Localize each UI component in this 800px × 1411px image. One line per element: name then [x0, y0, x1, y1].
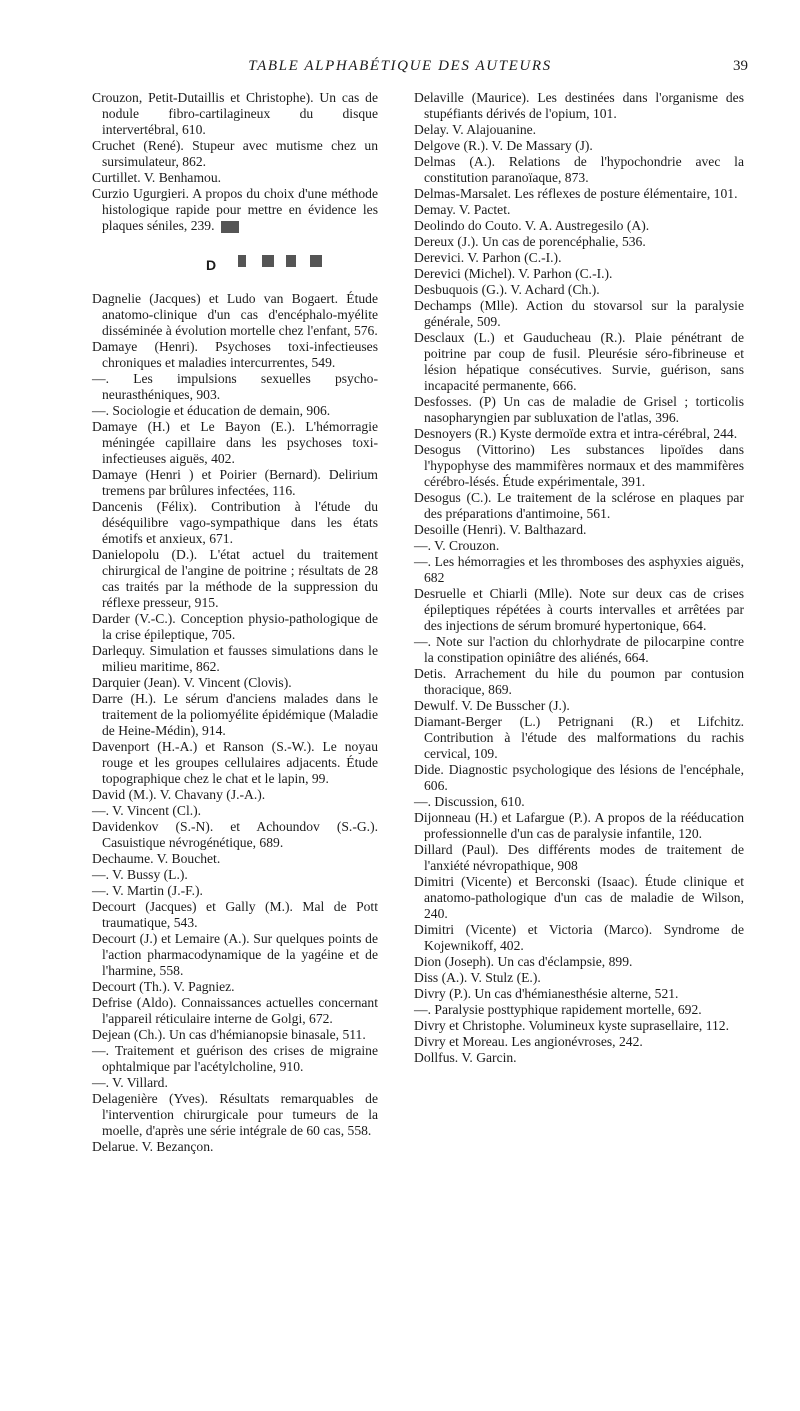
index-entry: Derevici. V. Parhon (C.-I.). — [414, 250, 562, 265]
page-number: 39 — [733, 58, 748, 74]
index-entry: —. Les hémorragies et les thromboses des asphyxies aiguës, 682 — [414, 554, 744, 585]
index-entry: Davenport (H.-A.) et Ranson (S.-W.). Le noyau rouge et les groupes cellulaires adjacents. Étude topographique chez le chat et le lapin, 99. — [92, 739, 378, 786]
index-entry: Decourt (Jacques) et Gally (M.). Mal de Pott traumatique, 543. — [92, 899, 378, 930]
index-entry: Dechaume. V. Bouchet. — [92, 851, 221, 866]
index-entry: Divry et Moreau. Les angionévroses, 242. — [414, 1034, 643, 1049]
index-entry: —. V. Bussy (L.). — [92, 867, 188, 882]
index-entry: Dejean (Ch.). Un cas d'hémianopsie binasale, 511. — [92, 1027, 366, 1042]
index-entry: Derevici (Michel). V. Parhon (C.-I.). — [414, 266, 613, 281]
section-letter: D — [206, 257, 217, 273]
index-entry: Deolindo do Couto. V. A. Austregesilo (A). — [414, 218, 650, 233]
index-entry: —. Traitement et guérison des crises de migraine ophtalmique par l'acétylcholine, 910. — [92, 1043, 378, 1074]
index-entry: —. Note sur l'action du chlorhydrate de pilocarpine contre la constipation opiniâtre des aliénés, 664. — [414, 634, 744, 665]
index-entry: Delarue. V. Bezançon. — [92, 1139, 214, 1154]
index-entry: —. Paralysie posttyphique rapidement mortelle, 692. — [414, 1002, 702, 1017]
index-entry: Damaye (Henri ) et Poirier (Bernard). Delirium tremens par brûlures infectées, 116. — [92, 467, 378, 498]
index-entry: Dollfus. V. Garcin. — [414, 1050, 517, 1065]
index-entry: —. V. Vincent (Cl.). — [92, 803, 202, 818]
index-entry: Desoille (Henri). V. Balthazard. — [414, 522, 587, 537]
index-entry: Delmas (A.). Relations de l'hypochondrie avec la constitution paranoïaque, 873. — [414, 154, 744, 185]
index-entry: Diss (A.). V. Stulz (E.). — [414, 970, 541, 985]
index-entry — [92, 186, 378, 234]
section-letter-heading — [92, 247, 378, 291]
index-entry: Demay. V. Pactet. — [414, 202, 511, 217]
index-entry: Dide. Diagnostic psychologique des lésions de l'encéphale, 606. — [414, 762, 744, 793]
index-entry: Dereux (J.). Un cas de porencéphalie, 536. — [414, 234, 646, 249]
stamp-mark — [238, 255, 246, 267]
index-entry: Crouzon, Petit-Dutaillis et Christophe). Un cas de nodule fibro-cartilagineux du disque intervertébral, 610. — [92, 90, 378, 137]
index-entry: Desruelle et Chiarli (Mlle). Note sur deux cas de crises épileptiques répétées à courts intervalles et arrêtées par des injections de sérum bromuré hypertonique, 664. — [414, 586, 744, 633]
index-entry: Dillard (Paul). Des différents modes de traitement de l'anxiété névropathique, 908 — [414, 842, 744, 873]
index-entry: Defrise (Aldo). Connaissances actuelles concernant l'appareil réticulaire interne de Golgi, 672. — [92, 995, 378, 1026]
stamp-mark — [286, 255, 296, 267]
index-entry: Dechamps (Mlle). Action du stovarsol sur la paralysie générale, 509. — [414, 298, 744, 329]
index-entry: Dijonneau (H.) et Lafargue (P.). A propos de la rééducation professionnelle d'un cas de paralysie infantile, 120. — [414, 810, 744, 841]
index-entry: David (M.). V. Chavany (J.-A.). — [92, 787, 266, 802]
index-entry: Dimitri (Vicente) et Berconski (Isaac). Étude clinique et anatomo-pathologique d'un cas de maladie de Wilson, 240. — [414, 874, 744, 921]
index-entry: Detis. Arrachement du hile du poumon par contusion thoracique, 869. — [414, 666, 744, 697]
index-entry: Dagnelie (Jacques) et Ludo van Bogaert. Étude anatomo-clinique d'un cas d'encéphalo-myélite disséminée à évolution mortelle chez l'enfant, 576. — [92, 291, 378, 338]
page-header-title: TABLE ALPHABÉTIQUE DES AUTEURS — [248, 58, 552, 74]
stamp-mark — [262, 255, 274, 267]
index-entry: Divry et Christophe. Volumineux kyste suprasellaire, 112. — [414, 1018, 730, 1033]
left-column — [92, 90, 378, 1155]
index-entry: Damaye (H.) et Le Bayon (E.). L'hémorragie méningée capillaire dans les psychoses toxi-infectieuses aiguës, 402. — [92, 419, 378, 466]
index-entry: Dimitri (Vicente) et Victoria (Marco). Syndrome de Kojewnikoff, 402. — [414, 922, 744, 953]
index-entry: Desclaux (L.) et Gauducheau (R.). Plaie pénétrant de poitrine par coup de fusil. Pleurésie séro-fibrineuse et lésion hépatique consécutives. Survie, guérison, sans incapacité permanente, 666. — [414, 330, 744, 393]
index-entry: —. V. Martin (J.-F.). — [92, 883, 203, 898]
index-entry: Decourt (Th.). V. Pagniez. — [92, 979, 235, 994]
index-entry: Decourt (J.) et Lemaire (A.). Sur quelques points de l'action pharmacodynamique de la yagéine et de l'harmine, 558. — [92, 931, 378, 978]
index-entry: Divry (P.). Un cas d'hémianesthésie alterne, 521. — [414, 986, 679, 1001]
index-entry: Delaville (Maurice). Les destinées dans l'organisme des stupéfiants dérivés de l'opium, 101. — [414, 90, 744, 121]
right-column — [414, 90, 744, 1066]
index-entry: Damaye (Henri). Psychoses toxi-infectieuses chroniques et maladies intercurrentes, 549. — [92, 339, 378, 370]
index-entry: Dewulf. V. De Busscher (J.). — [414, 698, 570, 713]
stamp-mark — [310, 255, 322, 267]
running-head — [0, 58, 800, 80]
index-entry: Delay. V. Alajouanine. — [414, 122, 537, 137]
index-entry: Diamant-Berger (L.) Petrignani (R.) et Lifchitz. Contribution à l'étude des malformations du rachis cervical, 109. — [414, 714, 744, 761]
index-entry: Cruchet (René). Stupeur avec mutisme chez un sursimulateur, 862. — [92, 138, 378, 169]
index-entry: Danielopolu (D.). L'état actuel du traitement chirurgical de l'angine de poitrine ; résultats de 28 cas traités par la méthode de la suppression du réflexe presseur, 915. — [92, 547, 378, 610]
index-entry: Desogus (C.). Le traitement de la sclérose en plaques par des préparations d'antimoine, 561. — [414, 490, 744, 521]
index-entry: Curtillet. V. Benhamou. — [92, 170, 222, 185]
index-entry: Darlequy. Simulation et fausses simulations dans le milieu maritime, 862. — [92, 643, 378, 674]
library-stamp-mark — [221, 221, 239, 233]
index-entry: Desfosses. (P) Un cas de maladie de Grisel ; torticolis nasopharyngien par subluxation de l'atlas, 396. — [414, 394, 744, 425]
index-entry: —. Les impulsions sexuelles psycho-neurasthéniques, 903. — [92, 371, 378, 402]
index-entry-text: Curzio Ugurgieri. A propos du choix d'une méthode histologique rapide pour mettre en évidence les plaques séniles, 239. — [92, 186, 378, 233]
index-entry: Darre (H.). Le sérum d'anciens malades dans le traitement de la poliomyélite épidémique (Maladie de Heine-Médin), 914. — [92, 691, 378, 738]
index-entry: Desnoyers (R.) Kyste dermoïde extra et intra-cérébral, 244. — [414, 426, 738, 441]
index-entry: Darquier (Jean). V. Vincent (Clovis). — [92, 675, 292, 690]
index-entry: Delgove (R.). V. De Massary (J). — [414, 138, 593, 153]
index-entry: Delmas-Marsalet. Les réflexes de posture élémentaire, 101. — [414, 186, 738, 201]
index-entry: —. Sociologie et éducation de demain, 906. — [92, 403, 331, 418]
index-entry: —. V. Crouzon. — [414, 538, 500, 553]
index-entry: Delagenière (Yves). Résultats remarquables de l'intervention chirurgicale pour tumeurs de la moelle, d'après une série intégrale de 60 cas, 558. — [92, 1091, 378, 1138]
index-entry: —. V. Villard. — [92, 1075, 168, 1090]
index-entry: Desogus (Vittorino) Les substances lipoïdes dans l'hypophyse des mammifères normaux et des mammifères cérébro-lésés. Étude expérimentale, 391. — [414, 442, 744, 489]
index-entry: Desbuquois (G.). V. Achard (Ch.). — [414, 282, 600, 297]
index-entry: Davidenkov (S.-N). et Achoundov (S.-G.). Casuistique névrogénétique, 689. — [92, 819, 378, 850]
index-entry: Dion (Joseph). Un cas d'éclampsie, 899. — [414, 954, 633, 969]
index-entry: Darder (V.-C.). Conception physio-pathologique de la crise épileptique, 705. — [92, 611, 378, 642]
index-entry: Dancenis (Félix). Contribution à l'étude du déséquilibre vago-sympathique dans les états émotifs et anxieux, 671. — [92, 499, 378, 546]
index-entry: —. Discussion, 610. — [414, 794, 525, 809]
